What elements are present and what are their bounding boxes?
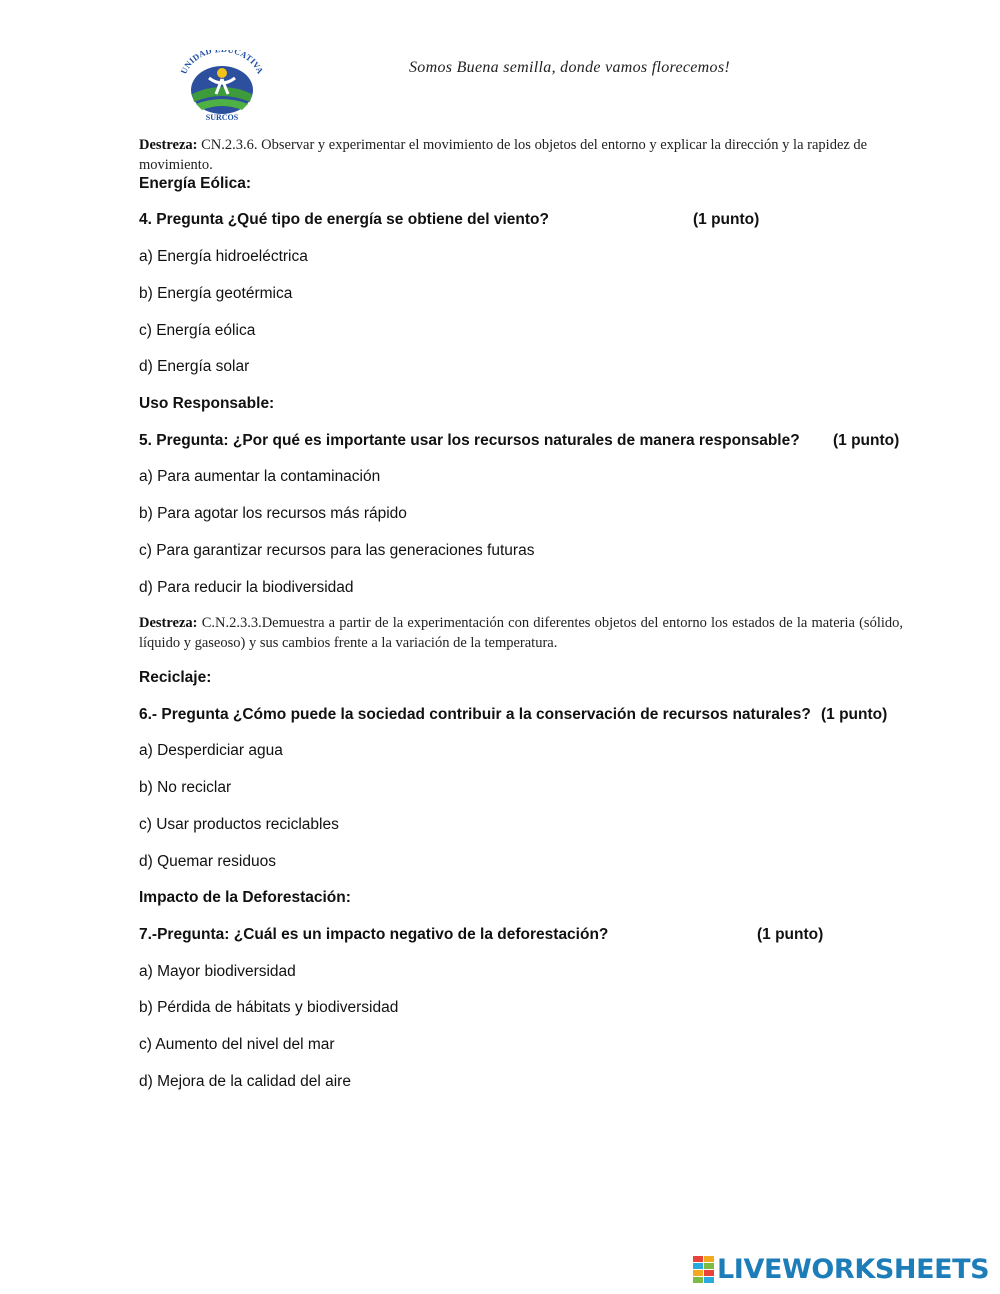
liveworksheets-wordmark: LIVEWORKSHEETS bbox=[717, 1254, 990, 1285]
logo-top-text: UNIDAD CATIVA bbox=[178, 50, 266, 76]
q6-option-b[interactable]: b) No reciclar bbox=[139, 779, 232, 796]
q5-option-b[interactable]: b) Para agotar los recursos más rápido bbox=[139, 505, 407, 522]
school-logo bbox=[176, 50, 268, 122]
destreza-text: C.N.2.3.3.Demuestra a partir de la experimentación con diferentes objetos del entorno los estados de la materia (sólido, líquido y gaseoso) y sus cambios frente a la variación de la temperatura. bbox=[139, 615, 903, 651]
question-6-points: (1 punto) bbox=[821, 706, 888, 723]
logo-bottom-text: SURCOS bbox=[205, 113, 239, 122]
q4-option-b[interactable]: b) Energía geotérmica bbox=[139, 285, 293, 302]
q7-option-a[interactable]: a) Mayor biodiversidad bbox=[139, 963, 296, 980]
destreza-text: CN.2.3.6. Observar y experimentar el movimiento de los objetos del entorno y explicar la dirección y la rapidez de movimiento. bbox=[139, 137, 868, 173]
q5-option-d[interactable]: d) Para reducir la biodiversidad bbox=[139, 579, 354, 596]
question-7-points: (1 punto) bbox=[757, 926, 824, 943]
question-5-points: (1 punto) bbox=[833, 432, 900, 449]
q6-option-a[interactable]: a) Desperdiciar agua bbox=[139, 742, 283, 759]
question-5: 5. Pregunta: ¿Por qué es importante usar los recursos naturales de manera responsable? bbox=[139, 432, 800, 449]
question-4: 4. Pregunta ¿Qué tipo de energía se obtiene del viento? bbox=[139, 211, 549, 228]
q7-option-c[interactable]: c) Aumento del nivel del mar bbox=[139, 1036, 335, 1053]
q7-option-d[interactable]: d) Mejora de la calidad del aire bbox=[139, 1073, 351, 1090]
destreza-label: Destreza: bbox=[139, 137, 198, 153]
destreza-block-2 bbox=[139, 613, 903, 653]
section-title-uso-responsable: Uso Responsable: bbox=[139, 395, 275, 412]
q5-option-c[interactable]: c) Para garantizar recursos para las generaciones futuras bbox=[139, 542, 535, 559]
question-6: 6.- Pregunta ¿Cómo puede la sociedad contribuir a la conservación de recursos naturales? bbox=[139, 706, 811, 723]
destreza-block-1 bbox=[139, 135, 903, 175]
q6-option-d[interactable]: d) Quemar residuos bbox=[139, 853, 276, 870]
q6-option-c[interactable]: c) Usar productos reciclables bbox=[139, 816, 339, 833]
q4-option-c[interactable]: c) Energía eólica bbox=[139, 322, 256, 339]
destreza-label: Destreza: bbox=[139, 615, 198, 631]
q4-option-d[interactable]: d) Energía solar bbox=[139, 358, 250, 375]
q5-option-a[interactable]: a) Para aumentar la contaminación bbox=[139, 468, 381, 485]
school-motto: Somos Buena semilla, donde vamos florecemos! bbox=[409, 59, 730, 76]
question-4-points: (1 punto) bbox=[693, 211, 760, 228]
liveworksheets-brand[interactable] bbox=[693, 1253, 989, 1287]
liveworksheets-icon bbox=[693, 1256, 715, 1284]
section-title-deforestacion: Impacto de la Deforestación: bbox=[139, 889, 351, 906]
section-title-energia-eolica: Energía Eólica: bbox=[139, 175, 251, 192]
q4-option-a[interactable]: a) Energía hidroeléctrica bbox=[139, 248, 308, 265]
q7-option-b[interactable]: b) Pérdida de hábitats y biodiversidad bbox=[139, 999, 399, 1016]
question-7: 7.-Pregunta: ¿Cuál es un impacto negativo de la deforestación? bbox=[139, 926, 609, 943]
section-title-reciclaje: Reciclaje: bbox=[139, 669, 212, 686]
